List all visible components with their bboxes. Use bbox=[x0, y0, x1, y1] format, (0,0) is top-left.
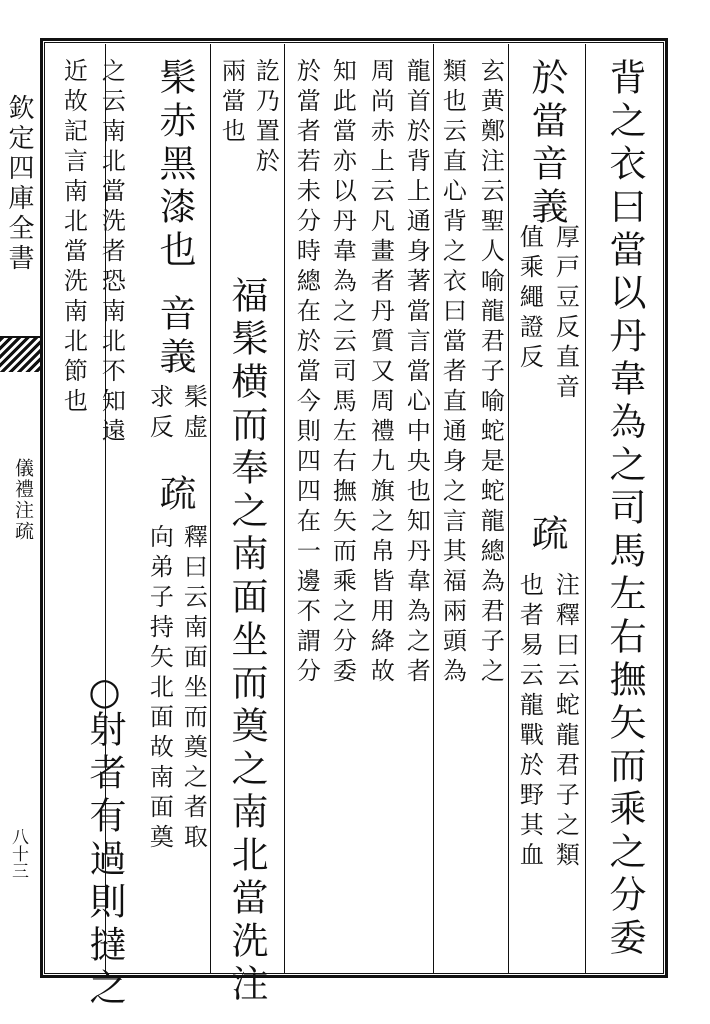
circle-mark: ○ bbox=[83, 670, 126, 719]
annotation-right: 厚戸豆反直音 bbox=[551, 224, 580, 404]
text-column-3 bbox=[471, 44, 509, 974]
annotation-left: 近故記言南北當洗南北節也 bbox=[59, 58, 88, 418]
text-column-9 bbox=[210, 44, 284, 1007]
margin-page-number: 八十三 bbox=[8, 828, 28, 879]
column-text: 玄黄鄭注云聖人喻龍君子喻蛇是蛇龍總為君子之 bbox=[476, 58, 505, 688]
text-column-6 bbox=[361, 44, 397, 974]
column-text: 於當者若未分時總在於當今則四四在一邊不謂分 bbox=[292, 58, 321, 688]
yinyi-label: 音義 bbox=[153, 294, 196, 380]
column-text: 知此當亦以丹韋為之云司馬左右撫矢而乘之分委 bbox=[328, 58, 357, 688]
text-column-10 bbox=[140, 44, 210, 974]
fishtail-ornament bbox=[0, 338, 40, 372]
annotation-left: 也者易云龍戰於野其血 bbox=[515, 572, 544, 872]
column-text: 類也云直心背之衣曰當者直通身之言其福兩頭為 bbox=[438, 58, 467, 688]
book-margin bbox=[0, 38, 40, 978]
text-column-11 bbox=[46, 44, 140, 1011]
column-text: 髤赤黑漆也 bbox=[153, 58, 196, 273]
column-text: 射者有過則撻之 bbox=[83, 710, 126, 1011]
column-text: 福髤横而奉之南面坐而奠之南北當洗注 bbox=[225, 276, 268, 1007]
annotation-left: 值乘繩證反 bbox=[515, 224, 544, 374]
column-text: 龍首於背上通身著當言當心中央也知丹韋為之者 bbox=[402, 58, 431, 688]
annotation-right: 釋曰云南面坐而奠之者取 bbox=[179, 524, 208, 854]
annotation-left: 兩當也 bbox=[217, 58, 246, 148]
annotation-left: 向弟子持矢北面故南面奠 bbox=[145, 524, 174, 854]
text-column-2 bbox=[508, 44, 586, 974]
column-text: 背之衣曰當以丹韋為之司馬左右撫矢而乘之分委 bbox=[603, 58, 646, 961]
annotation-right: 髤虚 bbox=[179, 384, 208, 444]
shu-label: 疏 bbox=[525, 514, 568, 557]
column-text: 於當 bbox=[525, 58, 568, 144]
shu-label: 疏 bbox=[153, 474, 196, 517]
margin-header: 欽定四庫全書 bbox=[4, 94, 34, 274]
text-column-1 bbox=[590, 44, 660, 974]
column-text: 周尚赤上云凡畫者丹質又周禮九旗之帛皆用絳故 bbox=[366, 58, 395, 688]
annotation-right: 之云南北當洗者恐南北不知遠 bbox=[97, 58, 126, 448]
column-rule bbox=[284, 44, 285, 974]
annotation-left: 求反 bbox=[145, 384, 174, 444]
text-column-8 bbox=[287, 44, 323, 974]
text-column-4 bbox=[433, 44, 471, 974]
margin-book-title: 儀禮注疏 bbox=[12, 458, 34, 542]
annotation-right: 注釋曰云蛇龍君子之類 bbox=[551, 572, 580, 872]
annotation-right: 訖乃置於 bbox=[251, 58, 280, 178]
text-column-7 bbox=[323, 44, 361, 974]
yinyi-label: 音義 bbox=[525, 144, 568, 230]
text-column-5 bbox=[397, 44, 433, 974]
